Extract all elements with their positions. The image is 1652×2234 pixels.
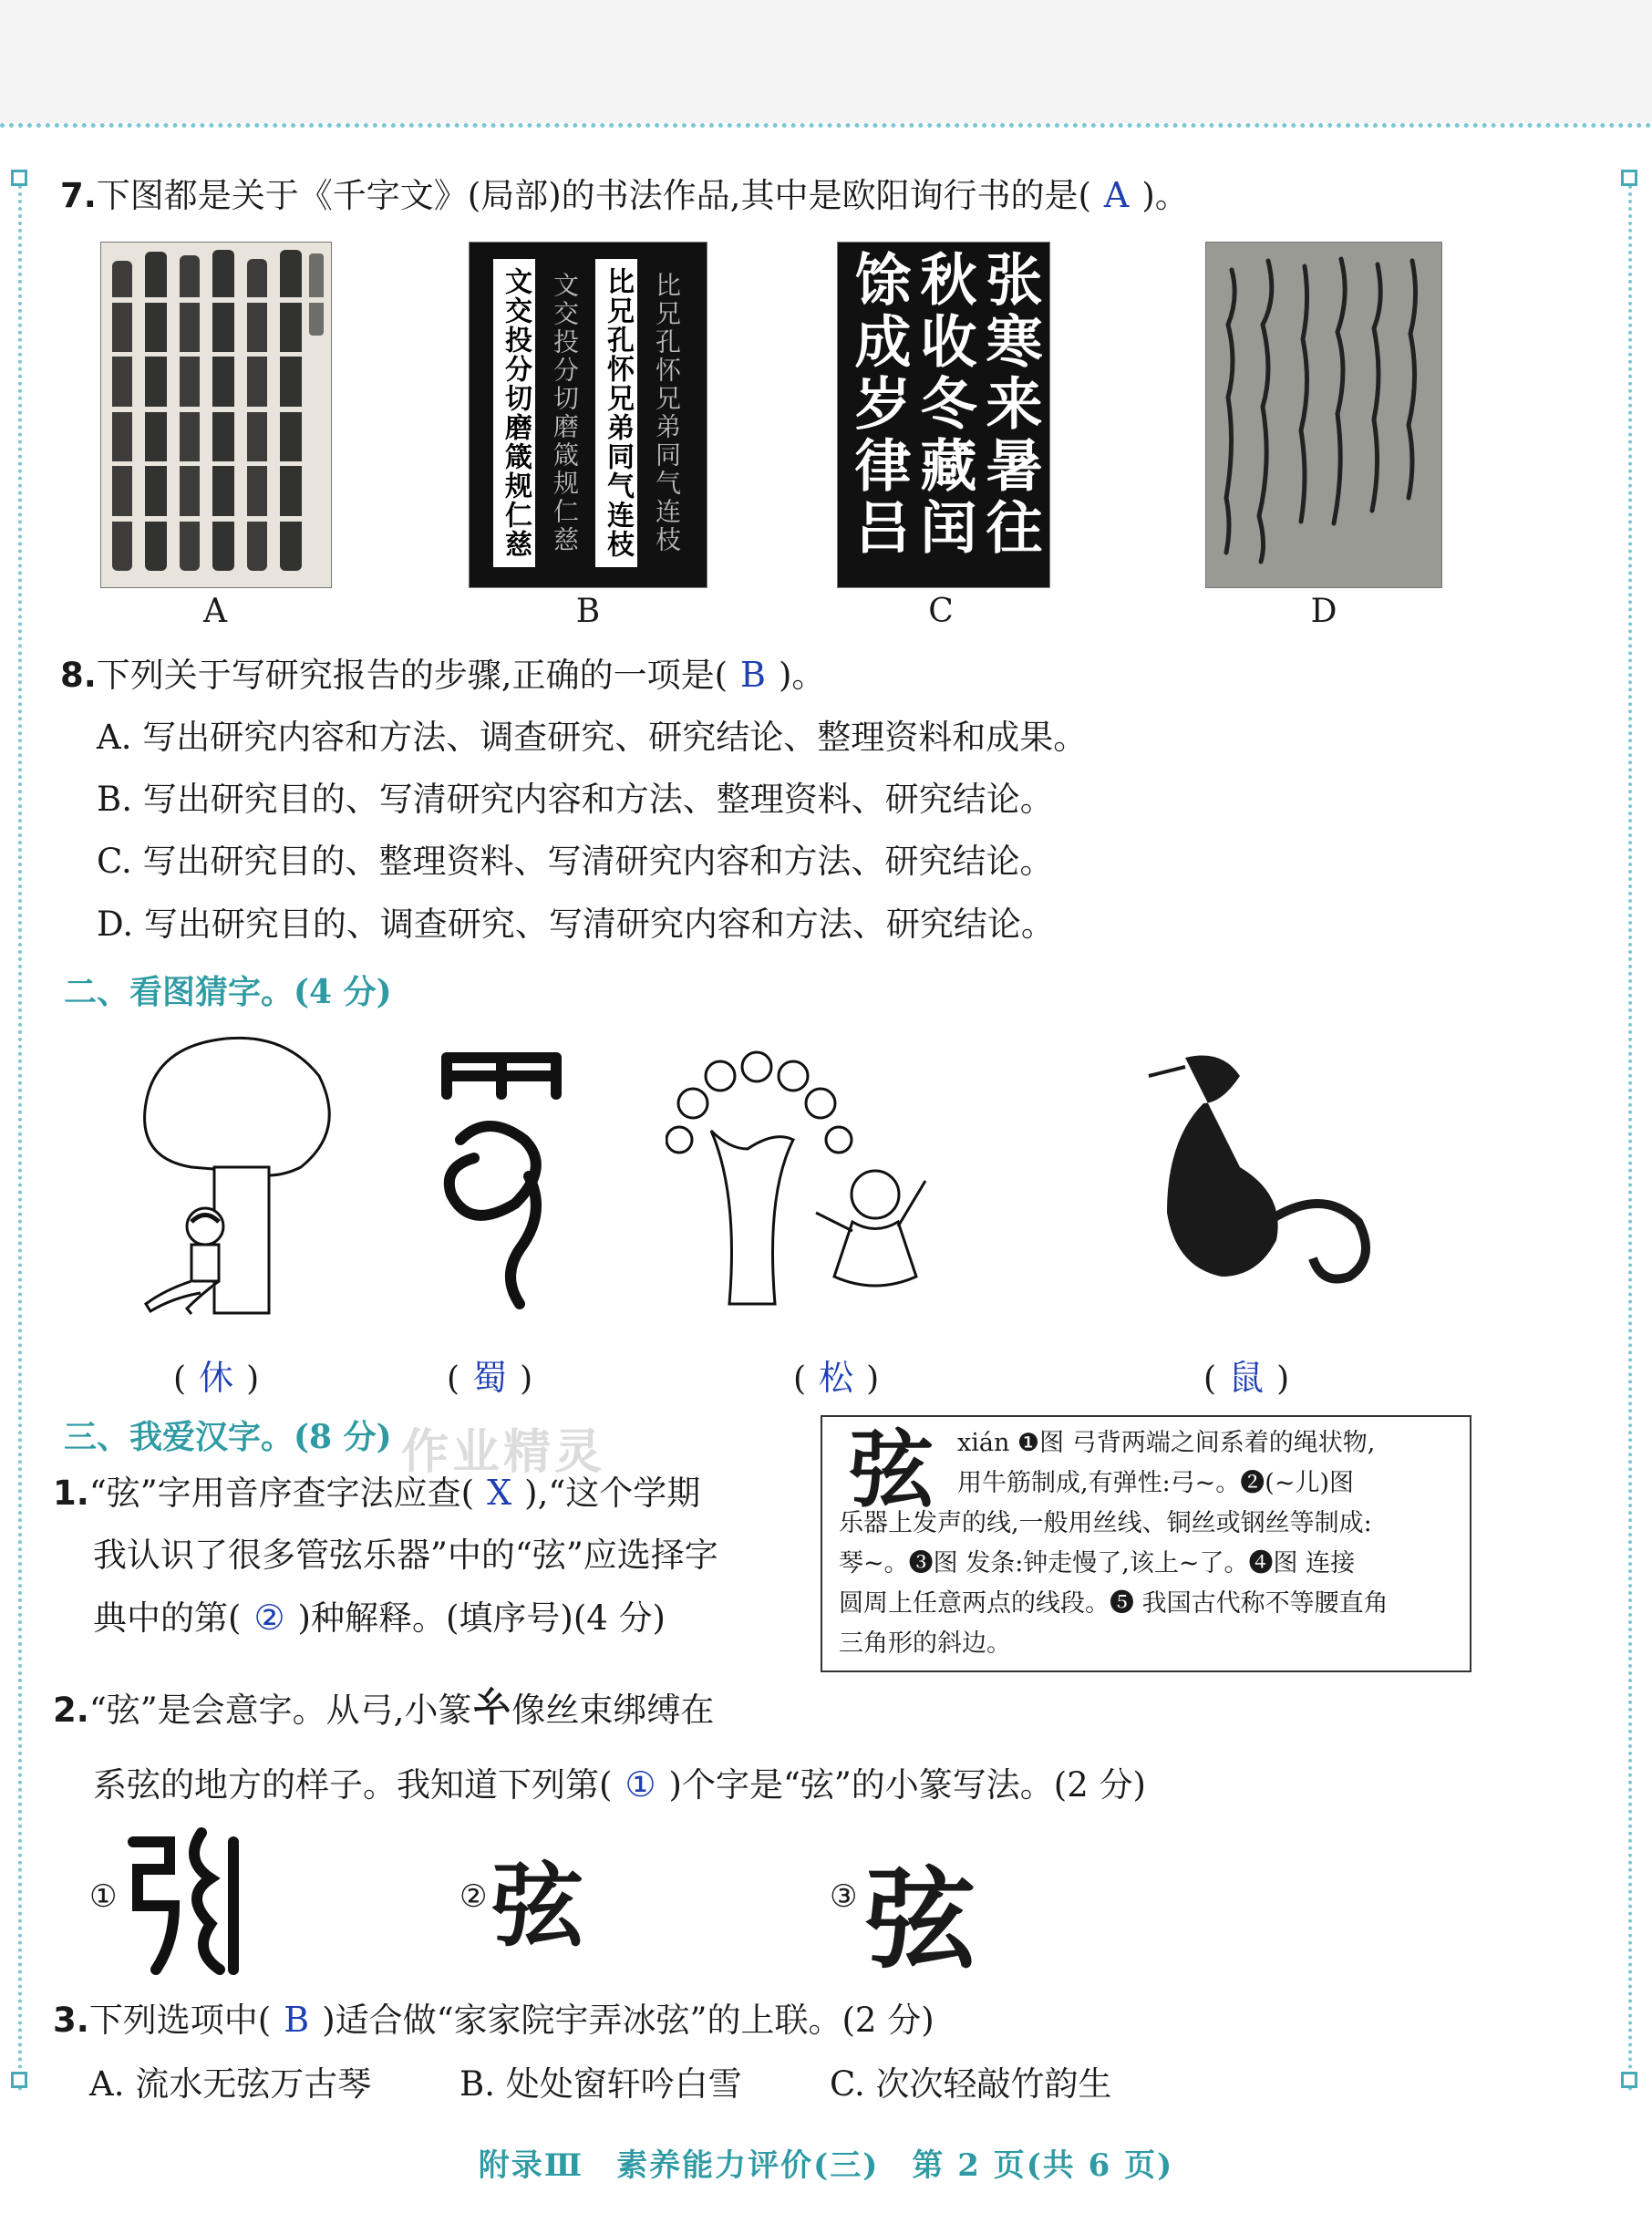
watermark: 作业精灵: [401, 1425, 606, 1480]
q8-option-a: A. 写出研究内容和方法、调查研究、研究结论、整理资料和成果。: [97, 718, 1088, 757]
seal-choice-2: 弦: [492, 1852, 583, 1960]
q7-number: 7.: [60, 176, 97, 215]
picture-song: [666, 1039, 957, 1313]
s3-q1-line1: 1.“弦”字用音序查字法应查( X ),“这个学期: [53, 1473, 701, 1513]
answer-song: ( 松 ): [793, 1358, 880, 1398]
seal-script-glyph: 𢆯: [471, 1685, 512, 1732]
dictionary-line: xián ❶图 弓背两端之间系着的绳状物,: [957, 1429, 1376, 1457]
section-2-title: 二、看图猜字。(4 分): [64, 973, 392, 1011]
picture-xiu: [128, 1030, 337, 1322]
page-top-shade: [0, 0, 1652, 123]
s3-q1-answer-2: ②: [253, 1598, 285, 1638]
seal-choice-1: [124, 1824, 243, 1979]
s3-q3-answer: B: [284, 2000, 310, 2040]
picture-shu: [428, 1039, 574, 1313]
option-label-d: D: [1310, 593, 1337, 630]
s3-q2-line2: 系弦的地方的样子。我知道下列第( ① )个字是“弦”的小篆写法。(2 分): [93, 1764, 1146, 1805]
q8-answer: B: [740, 655, 766, 695]
s3-q1-line2: 我认识了很多管弦乐器”中的“弦”应选择字: [93, 1536, 718, 1575]
dictionary-line: 乐器上发声的线,一般用丝线、铜丝或钢丝等制成:: [839, 1509, 1372, 1537]
picture-shu-rat: [1131, 1039, 1395, 1304]
calligraphy-image-b: [469, 242, 707, 588]
s3-q1-line3: 典中的第( ② )种解释。(填序号)(4 分): [93, 1598, 666, 1638]
q8-option-c: C. 写出研究目的、整理资料、写清研究内容和方法、研究结论。: [97, 842, 1054, 881]
choice-mark-3: ③: [830, 1878, 858, 1915]
choice-mark-2: ②: [459, 1878, 488, 1915]
dictionary-entry-box: [821, 1415, 1471, 1672]
dictionary-line: 琴~。❸图 发条:钟走慢了,该上~了。❹图 连接: [839, 1549, 1356, 1577]
calligraphy-b-column: 比兄孔怀兄弟同气连枝: [652, 272, 682, 554]
q8-option-d: D. 写出研究目的、调查研究、写清研究内容和方法、研究结论。: [97, 905, 1055, 944]
calligraphy-c-text: 张寒来暑往秋收冬藏闰馀成岁律吕: [845, 250, 1043, 560]
calligraphy-image-c: [837, 242, 1050, 588]
dictionary-line: 圆周上任意两点的线段。❺ 我国古代称不等腰直角: [839, 1589, 1389, 1618]
page-footer: 附录Ⅲ 素养能力评价(三) 第 2 页(共 6 页): [478, 2147, 1174, 2184]
calligraphy-image-a: [100, 242, 332, 588]
seal-choice-3: 弦: [866, 1856, 976, 1984]
corner-mark: [11, 2072, 27, 2088]
q7-stem: 7.下图都是关于《千字文》(局部)的书法作品,其中是欧阳询行书的是( A )。: [60, 175, 1189, 215]
option-label-b: B: [575, 593, 601, 630]
q8-stem: 8.下列关于写研究报告的步骤,正确的一项是( B )。: [60, 655, 826, 695]
dictionary-line: 三角形的斜边。: [839, 1629, 1011, 1658]
s3-q2-line1: 2.“弦”是会意字。从弓,小篆𢆯像丝束绑缚在: [53, 1685, 715, 1732]
answer-shu: ( 蜀 ): [447, 1358, 533, 1398]
top-dotted-rule: [0, 123, 1652, 128]
calligraphy-b-column: 文交投分切磨箴规仁慈: [550, 272, 580, 554]
option-label-c: C: [928, 593, 954, 630]
calligraphy-b-copy-column: 文交投分切磨箴规仁慈: [493, 259, 535, 567]
dictionary-line: 用牛筋制成,有弹性:弓~。❷(~儿)图: [957, 1469, 1354, 1497]
s3-q1-answer-1: X: [487, 1473, 512, 1513]
corner-mark: [1621, 2072, 1637, 2088]
q7-answer: A: [1103, 175, 1130, 215]
s3-q3-option-a: A. 流水无弦万古琴: [89, 2064, 372, 2104]
option-label-a: A: [203, 593, 227, 630]
q8-number: 8.: [60, 656, 97, 695]
calligraphy-image-d: [1205, 242, 1442, 588]
dictionary-headword: 弦: [850, 1421, 934, 1519]
choice-mark-1: ①: [89, 1878, 118, 1915]
calligraphy-b-copy-column: 比兄孔怀兄弟同气连枝: [595, 259, 637, 567]
s3-q2-answer: ①: [625, 1764, 656, 1805]
answer-xiu: ( 休 ): [173, 1358, 260, 1398]
right-dotted-rule: [1628, 178, 1632, 2093]
answer-shu-rat: ( 鼠 ): [1203, 1358, 1290, 1398]
left-dotted-rule: [18, 178, 22, 2093]
q8-option-b: B. 写出研究目的、写清研究内容和方法、整理资料、研究结论。: [97, 780, 1054, 819]
corner-mark: [1621, 170, 1637, 186]
s3-q3-stem: 3.下列选项中( B )适合做“家家院宇弄冰弦”的上联。(2 分): [53, 2000, 934, 2040]
corner-mark: [11, 170, 27, 186]
s3-q3-option-c: C. 次次轻敲竹韵生: [830, 2064, 1112, 2104]
section-3-title: 三、我爱汉字。(8 分): [64, 1418, 392, 1456]
s3-q3-option-b: B. 处处窗轩吟白雪: [459, 2064, 742, 2104]
